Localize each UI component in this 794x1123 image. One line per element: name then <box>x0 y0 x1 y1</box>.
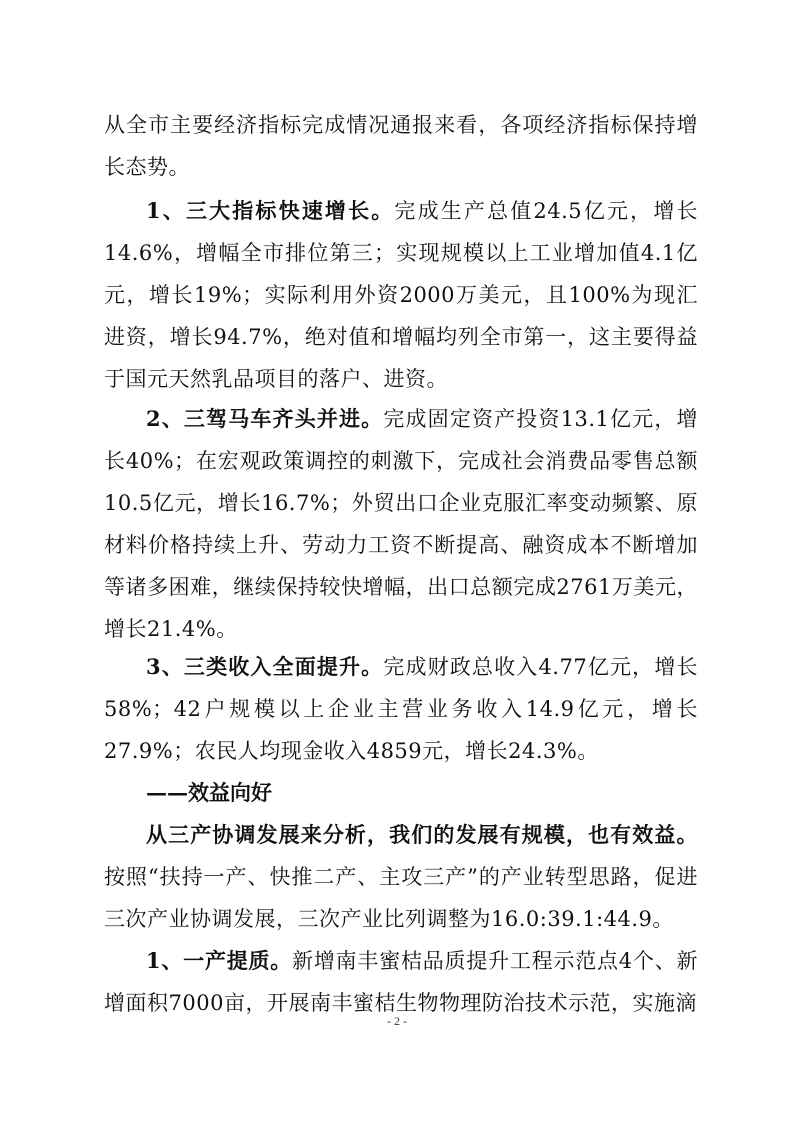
paragraph-investment <box>104 398 698 650</box>
paragraph-indicators <box>104 190 698 400</box>
paragraph-lead: 1、一产提质。 <box>146 948 293 973</box>
paragraph-primary <box>104 940 698 1024</box>
paragraph-industry <box>104 814 698 940</box>
paragraph-text: 完成固定资产投资13.1亿元，增长40%；在宏观政策调控的刺激下，完成社会消费品零售总额10.5亿元，增长16.7%；外贸出口企业克服汇率变动频繁、原材料价格持续上升、劳动力工资不断提高、融资成本不断增加等诸多困难，继续保持较快增幅，出口总额完成2761万美元，增长21.4%。 <box>104 407 698 641</box>
paragraph-text: 从全市主要经济指标完成情况通报来看，各项经济指标保持增长态势。 <box>104 113 698 179</box>
paragraph-text: 新增南丰蜜桔品质提升工程示范点4个、新增面积7000亩，开展南丰蜜桔生物物理防治技术示范，实施滴 <box>104 949 698 1015</box>
paragraph-lead: 3、三类收入全面提升。 <box>146 654 384 679</box>
paragraph-income <box>104 646 698 772</box>
paragraph-intro <box>104 104 698 188</box>
paragraph-lead: 1、三大指标快速增长。 <box>146 198 395 223</box>
paragraph-text: 完成生产总值24.5亿元，增长14.6%，增幅全市排位第三；实现规模以上工业增加值4.1亿元，增长19%；实际利用外资2000万美元，且100%为现汇进资，增长94.7%，绝对值和增幅均列全市第一，这主要得益于国元天然乳品项目的落户、进资。 <box>104 199 698 391</box>
paragraph-lead: 从三产协调发展来分析，我们的发展有规模，也有效益。 <box>146 822 698 847</box>
paragraph-text: 完成财政总收入4.77亿元，增长58%；42户规模以上企业主营业务收入14.9亿元，增长27.9%；农民人均现金收入4859元，增长24.3%。 <box>104 655 698 763</box>
paragraph-text: 按照“扶持一产、快推二产、主攻三产”的产业转型思路，促进三次产业协调发展，三次产业比列调整为16.0:39.1:44.9。 <box>104 865 698 931</box>
section-heading: ——效益向好 <box>146 780 272 805</box>
page-number: - 2 - <box>387 1014 407 1028</box>
paragraph-lead: 2、三驾马车齐头并进。 <box>146 406 384 431</box>
